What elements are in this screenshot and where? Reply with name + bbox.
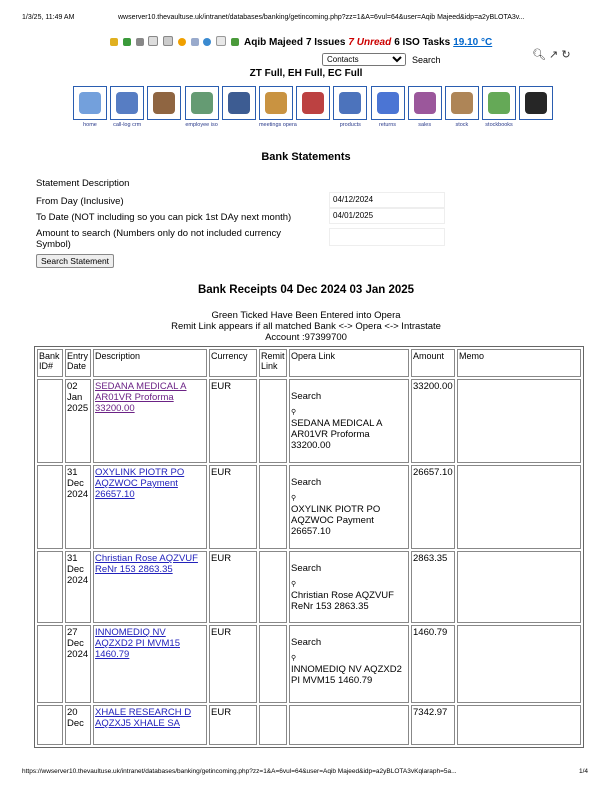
nav-item-label: meetings opera [258,122,297,128]
amount-label-cont: Symbol) [36,239,71,250]
memo-cell[interactable] [457,551,581,623]
column-header: Entry Date [65,349,91,377]
lock-icon[interactable] [231,38,239,46]
tag-icon[interactable] [191,38,199,46]
remit-link-cell [259,705,287,745]
issues-count[interactable]: 7 Issues [305,37,346,48]
date-part: 2024 [67,575,89,586]
opera-match-text: INNOMEDIQ NV AQZXD2 PI MVM15 1460.79 [291,664,402,686]
nav-item-5[interactable] [258,86,297,128]
column-header: Opera Link [289,349,409,377]
nav-item-11[interactable] [482,86,516,128]
amount-cell [411,705,455,745]
currency-cell [209,379,257,463]
remit-link-cell [259,379,287,463]
nav-item-label: products [339,122,361,128]
to-label: To Date (NOT including so you can pick 1st DAy next month) [36,212,292,223]
opera-match-text: Christian Rose AQZVUF ReNr 153 2863.35 [291,590,394,612]
note-remit-link: Remit Link appears if all matched Bank <-> Opera <-> Intrastate [171,321,441,332]
currency-cell [209,465,257,549]
table-row [37,465,581,549]
house-icon[interactable] [73,86,107,120]
nav-item-0[interactable] [73,86,107,128]
column-header: Remit Link [259,349,287,377]
date-part: Dec [67,638,84,649]
print-page-number: 1/4 [579,768,589,775]
entry-date-cell [65,551,91,623]
date-part: Dec [67,718,84,729]
description-cell [93,625,207,703]
amount-cell [411,465,455,549]
opera-link-cell [289,465,409,549]
people-icon[interactable] [185,86,219,120]
calendar-icon[interactable] [163,36,173,46]
remit-link-cell [259,551,287,623]
opera-search-link[interactable]: Search [291,563,322,574]
table-row [37,625,581,703]
toolbar-mini-icons[interactable] [110,36,241,49]
description-link[interactable]: INNOMEDIQ NV AQZXD2 PI MVM15 1460.79 [95,627,180,660]
currency-cell [209,551,257,623]
iso-doc-icon[interactable] [222,86,256,120]
nav-item-10[interactable] [445,86,479,128]
opera-search-link[interactable]: Search [291,637,322,648]
magnifier-icon[interactable]: 🔍︎ [532,49,546,61]
box-icon[interactable] [445,86,479,120]
nav-item-3[interactable] [185,86,219,128]
amount-value: 1460.79 [413,627,448,638]
date-part: 2024 [67,649,89,660]
description-cell [93,705,207,745]
memo-cell[interactable] [457,625,581,703]
date-part: 31 [67,467,78,478]
magnifier-icon[interactable]: ⚲ [291,655,297,662]
amount-value: 2863.35 [413,553,448,564]
nav-item-label: stock [455,122,469,128]
bank-id-cell [37,705,63,745]
user-name: Aqib Majeed [244,37,303,48]
currency-value: EUR [211,627,232,638]
description-link[interactable]: XHALE RESEARCH D AQZXJ5 XHALE SA [95,707,192,729]
smiley-icon[interactable] [178,38,186,46]
memo-cell[interactable] [457,705,581,745]
unread-count[interactable]: 7 Unread [348,37,392,48]
opera-link-cell [289,379,409,463]
opera-data-icon[interactable] [296,86,330,120]
receipts-title: Bank Receipts 04 Dec 2024 03 Jan 2025 [197,284,415,296]
globe-icon[interactable] [123,38,131,46]
amount-value: 26657.10 [413,467,453,478]
nav-item-7[interactable] [333,86,367,128]
from-label: From Day (Inclusive) [36,196,124,207]
close-x-icon[interactable] [519,86,553,120]
entry-date-cell [65,705,91,745]
external-link-icon[interactable]: ↗ [549,49,559,61]
amount-value: 33200.00 [413,381,453,392]
help-icon[interactable] [203,38,211,46]
settings-icon[interactable] [136,38,144,46]
bank-id-cell [37,625,63,703]
nav-item-4[interactable] [222,86,256,128]
currency-value: EUR [211,707,232,718]
opera-link-cell [289,551,409,623]
date-part: 2024 [67,489,89,500]
bank-id-cell [37,551,63,623]
column-header: Description [93,349,207,377]
amount-input[interactable] [329,228,445,246]
print-footer-url: https://wwserver10.thevaultuse.uk/intranet/databases/banking/getincoming.php?zz=1&A=6vul=64&user=Aqib Majeed&idp=a2yBLOTA3vKqlaraph=5a... [22,768,457,775]
chart-icon[interactable] [408,86,442,120]
table-body [37,379,581,745]
description-link[interactable]: SEDANA MEDICAL A AR01VR Proforma 33200.00 [95,381,187,414]
search-type-select[interactable] [322,53,406,66]
opera-match-text: SEDANA MEDICAL A AR01VR Proforma 33200.00 [291,418,382,451]
nav-item-label: sales [418,122,432,128]
note-account: Account :97399700 [265,332,347,343]
nav-icon-bar [73,86,556,128]
table-row [37,705,581,745]
bank-receipts-table [34,346,584,748]
books-icon[interactable] [482,86,516,120]
nav-item-2[interactable] [147,86,181,128]
bank-id-cell [37,465,63,549]
phone-icon[interactable] [110,86,144,120]
nav-item-label: stockbooks [485,122,513,128]
page-title: Bank Statements [261,151,351,163]
table-row [37,379,581,463]
date-part: 27 [67,627,78,638]
refresh-icon[interactable] [371,86,405,120]
cabinet-icon[interactable] [147,86,181,120]
date-part: Dec [67,564,84,575]
column-header: Memo [457,349,581,377]
doc-icon[interactable] [148,36,158,46]
gear-icon[interactable] [333,86,367,120]
currency-value: EUR [211,467,232,478]
date-part: 2025 [67,403,89,414]
from-date-input[interactable]: 04/12/2024 [329,192,445,208]
entry-date-cell [65,625,91,703]
date-part: Jan [67,392,83,403]
memo-cell[interactable] [457,465,581,549]
column-header: Bank ID# [37,349,63,377]
nav-item-9[interactable] [408,86,442,128]
magnifier-icon[interactable]: ⚲ [291,409,297,416]
print-datetime: 1/3/25, 11:49 AM [22,14,75,21]
remit-link-cell [259,465,287,549]
magnifier-icon[interactable]: ⚲ [291,495,297,502]
magnifier-icon[interactable]: ⚲ [291,581,297,588]
date-part: Dec [67,478,84,489]
entry-date-cell [65,379,91,463]
remit-link-cell [259,625,287,703]
nav-item-6[interactable] [296,86,330,128]
description-link[interactable]: OXYLINK PIOTR PO AQZWOC Payment 26657.10 [95,467,185,500]
status-line: ZT Full, EH Full, EC Full [249,68,363,79]
currency-value: EUR [211,553,232,564]
table-header-row [37,349,581,377]
opera-search-link[interactable]: Search [291,477,322,488]
date-part: 31 [67,553,78,564]
description-cell [93,379,207,463]
amount-cell [411,379,455,463]
print-url: wwserver10.thevaultuse.uk/intranet/databases/banking/getincoming.php?zz=1&A=6vul=64&user=Aqib Majeed&idp=a2yBLOTA3v... [118,14,525,21]
memo-cell[interactable] [457,379,581,463]
date-part: 20 [67,707,78,718]
note-green-ticked: Green Ticked Have Been Entered into Opera [211,310,401,321]
amount-label: Amount to search (Numbers only do not included currency [36,228,282,239]
description-label: Statement Description [36,178,130,189]
nav-item-label: call-log crm [113,122,142,128]
pencil-icon[interactable] [259,86,293,120]
iso-tasks[interactable]: 6 ISO Tasks [394,37,451,48]
opera-link-cell [289,625,409,703]
currency-value: EUR [211,381,232,392]
refresh-small-icon[interactable]: ↻ [561,49,571,61]
nav-item-1[interactable] [110,86,144,128]
opera-link-cell [289,705,409,745]
description-cell [93,551,207,623]
column-header: Currency [209,349,257,377]
top-status-bar [110,36,530,49]
opera-search-link[interactable]: Search [291,391,322,402]
to-date-input[interactable]: 04/01/2025 [329,208,445,224]
search-controls [322,53,441,66]
description-link[interactable]: Christian Rose AQZVUF ReNr 153 2863.35 [95,553,198,575]
utility-icons [532,48,571,61]
date-part: 02 [67,381,78,392]
nav-item-label: employee iso [185,122,218,128]
currency-cell [209,625,257,703]
nav-item-12[interactable] [519,86,553,128]
nav-item-label: returns [378,122,397,128]
column-header: Amount [411,349,455,377]
bank-id-cell [37,379,63,463]
currency-cell [209,705,257,745]
table-row [37,551,581,623]
description-cell [93,465,207,549]
nav-item-label: home [83,122,97,128]
nav-item-8[interactable] [371,86,405,128]
search-link[interactable]: Search [412,54,441,65]
star-icon[interactable] [110,38,118,46]
amount-value: 7342.97 [413,707,448,718]
amount-cell [411,551,455,623]
amount-cell [411,625,455,703]
chart-small-icon[interactable] [216,36,226,46]
opera-match-text: OXYLINK PIOTR PO AQZWOC Payment 26657.10 [291,504,381,537]
search-statement-button[interactable]: Search Statement [36,254,114,268]
entry-date-cell [65,465,91,549]
temperature-link[interactable]: 19.10 °C [453,37,493,48]
